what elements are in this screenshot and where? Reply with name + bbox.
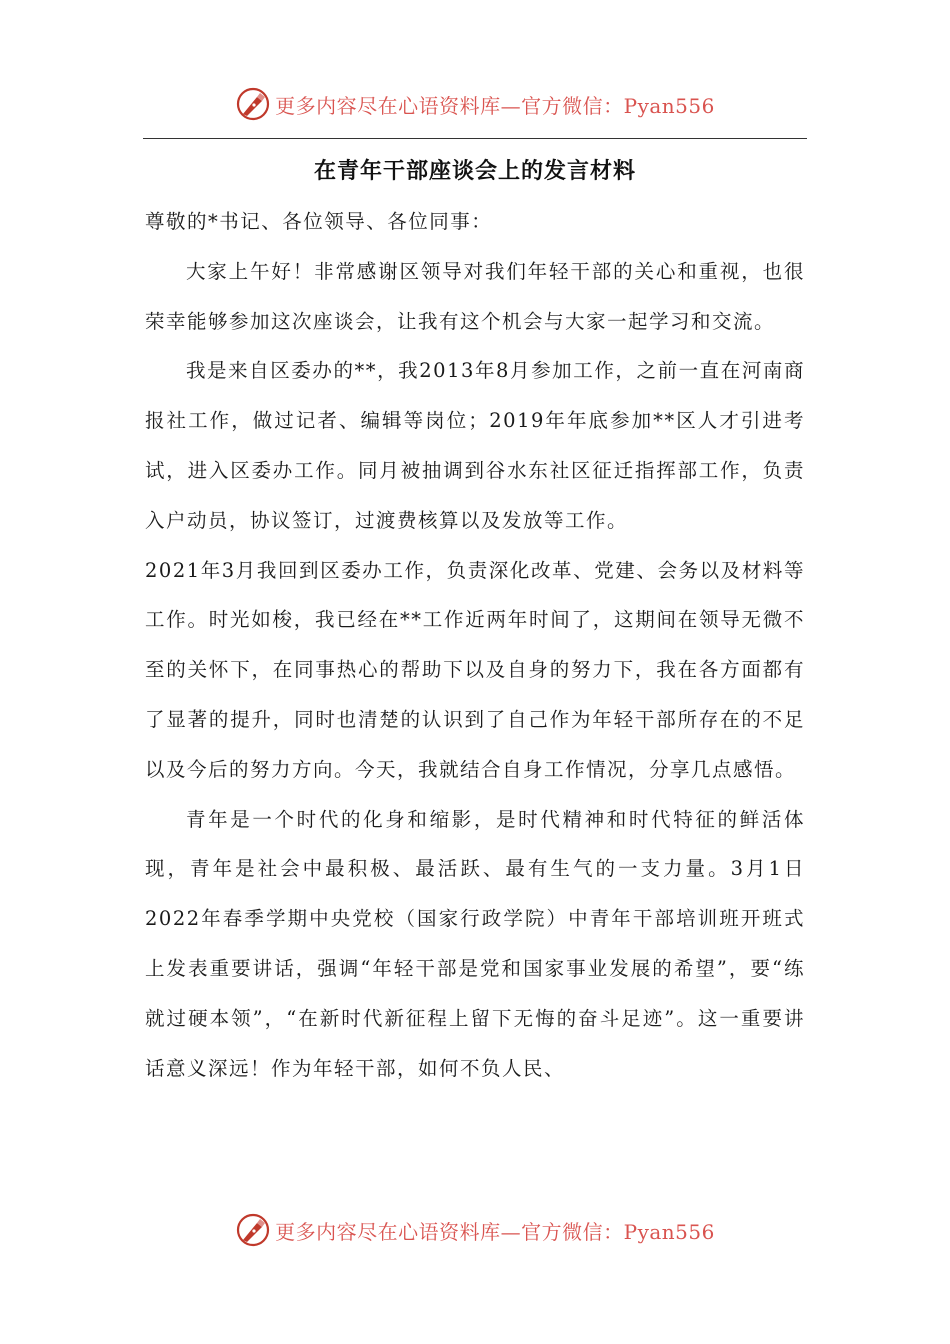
watermark-banner-bottom	[0, 1210, 950, 1250]
watermark-text: 更多内容尽在心语资料库—官方微信：Pyan556	[275, 93, 715, 118]
paragraph: 青年是一个时代的化身和缩影，是时代精神和时代特征的鲜活体现，青年是社会中最积极、最活跃、最有生气的一支力量。3月1日2022年春季学期中央党校（国家行政学院）中青年干部培训班开班式上发表重要讲话，强调“年轻干部是党和国家事业发展的希望”，要“练就过硬本领”，“在新时代新征程上留下无悔的奋斗足迹”。这一重要讲话意义深远！作为年轻干部，如何不负人民、	[145, 807, 805, 1080]
salutation: 尊敬的*书记、各位领导、各位同事：	[145, 210, 493, 233]
header-divider	[143, 138, 807, 139]
document-title: 在青年干部座谈会上的发言材料	[313, 158, 636, 184]
pen-nib-logo-icon	[235, 1212, 271, 1248]
pen-nib-logo-icon	[235, 86, 271, 122]
watermark-text: 更多内容尽在心语资料库—官方微信：Pyan556	[275, 1219, 715, 1244]
document-body	[145, 197, 805, 1093]
paragraph: 我是来自区委办的**，我2013年8月参加工作，之前一直在河南商报社工作，做过记者、编辑等岗位；2019年年底参加**区人才引进考试，进入区委办工作。同月被抽调到谷水东社区征迁指挥部工作，负责入户动员，协议签订，过渡费核算以及发放等工作。	[145, 359, 805, 532]
paragraph: 2021年3月我回到区委办工作，负责深化改革、党建、会务以及材料等工作。时光如梭，我已经在**工作近两年时间了，这期间在领导无微不至的关怀下，在同事热心的帮助下以及自身的努力下，我在各方面都有了显著的提升，同时也清楚的认识到了自己作为年轻干部所存在的不足以及今后的努力方向。今天，我就结合自身工作情况，分享几点感悟。	[145, 558, 805, 781]
watermark-banner-top	[0, 84, 950, 124]
paragraph: 大家上午好！非常感谢区领导对我们年轻干部的关心和重视，也很荣幸能够参加这次座谈会，让我有这个机会与大家一起学习和交流。	[145, 259, 805, 333]
